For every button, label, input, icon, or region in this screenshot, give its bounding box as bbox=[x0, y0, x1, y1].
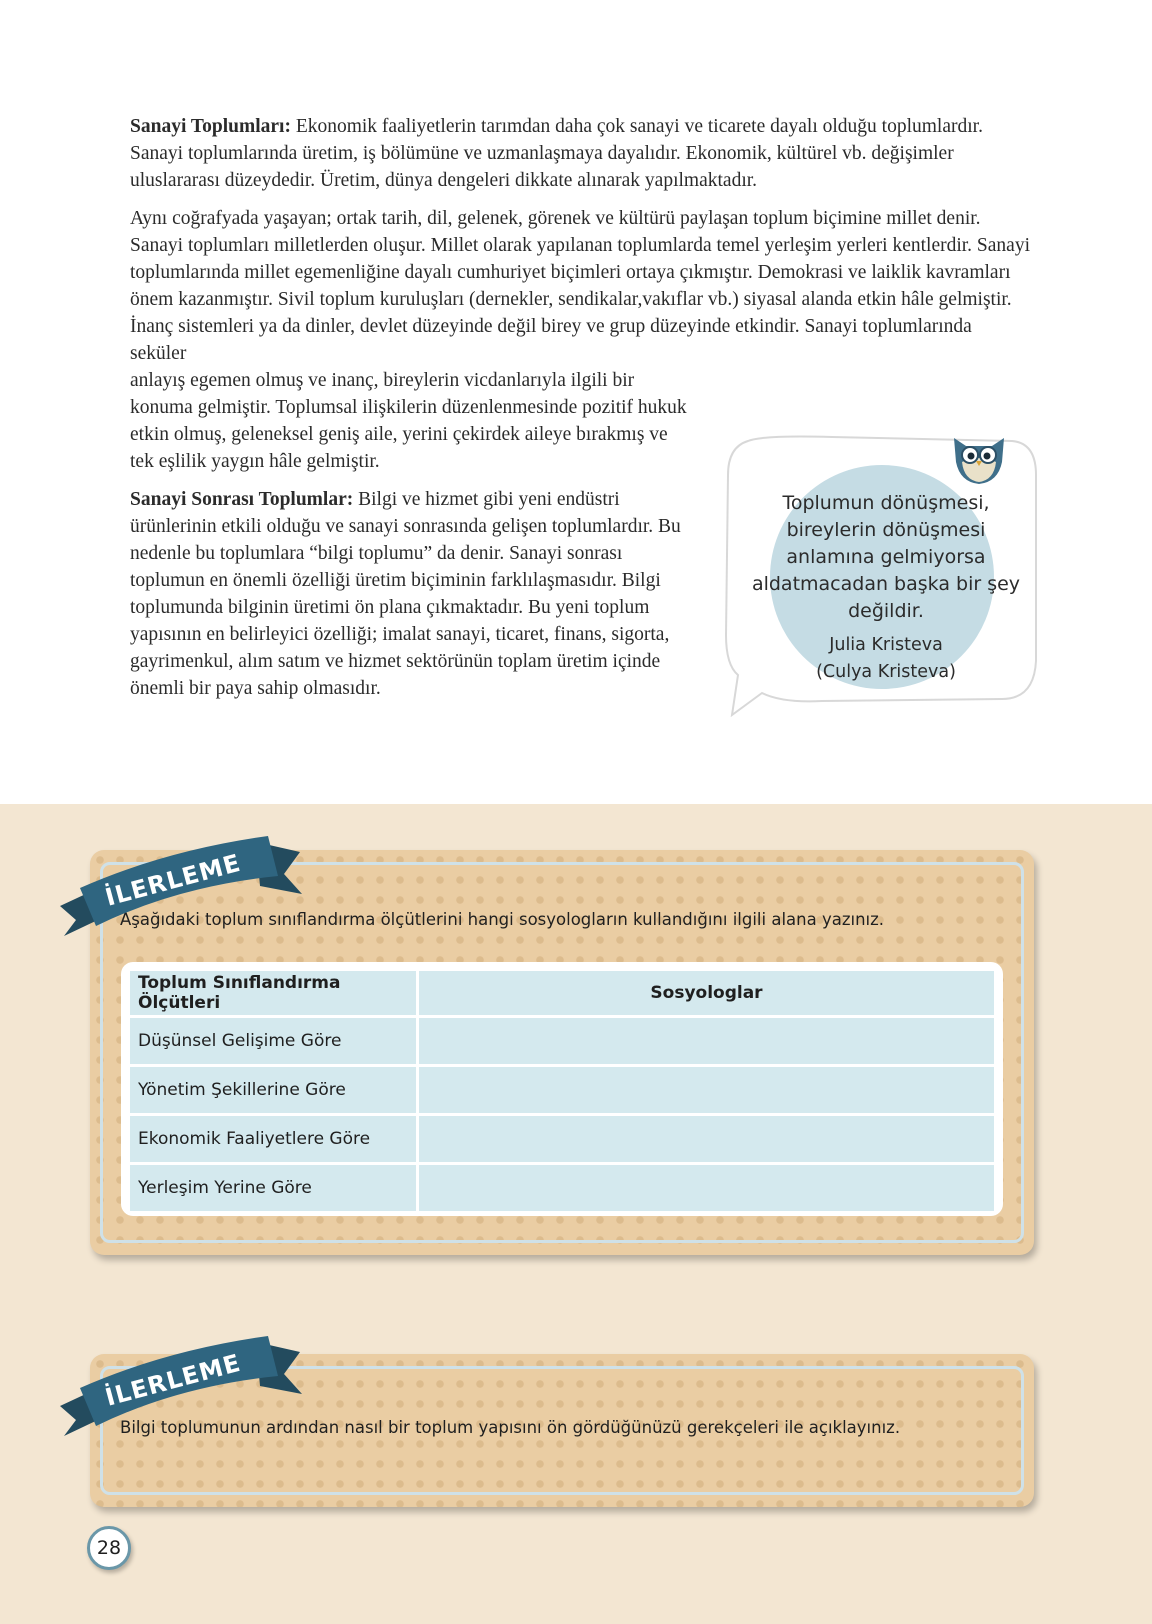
activity-1-instruction: Aşağıdaki toplum sınıflandırma ölçütlerini hangi sosyologların kullandığını ilgili alana yazınız. bbox=[120, 910, 885, 929]
table-row bbox=[130, 1116, 994, 1162]
paragraph-3-body: Bilgi ve hizmet gibi yeni endüstri ürünlerinin etkili olduğu ve sanayi sonrasında gelişen toplumlardır. Bu nedenle bu toplumlara “bilgi toplumu” da denir. Sanayi sonrası toplumun en önemli özelliği üretim biçiminin farklılaşmasıdır. Bilgi toplumunda bilginin üretimi ön plana çıkmaktadır. Bu yeni toplum yapısının en belirleyici özelliği; imalat sanayi, ticaret, finans, sigorta, gayrimenkul, alım satım ve hizmet sektörünün toplam üretim içinde önemli bir paya sahip olmasıdır. bbox=[130, 489, 681, 699]
ribbon-2-label: İLERLEME bbox=[102, 1348, 244, 1412]
table-cell-criteria: Ekonomik Faaliyetlere Göre bbox=[130, 1116, 416, 1162]
activity-2-instruction: Bilgi toplumunun ardından nasıl bir toplum yapısını ön gördüğünüzü gerekçeleri ile açıklayınız. bbox=[120, 1418, 901, 1437]
table-header-row bbox=[130, 971, 994, 1015]
paragraph-millet: Aynı coğrafyada yaşayan; ortak tarih, dil, gelenek, görenek ve kültürü paylaşan toplum biçimine millet denir. Sanayi toplumları milletlerden oluşur. Millet olarak yapılanan toplumlarda temel yerleşim yerleri kentlerdir. Sanayi toplumlarında millet egemenliğine dayalı cumhuriyet biçimleri ortaya çıkmıştır. Demokrasi ve laiklik kavramları önem kazanmıştır. Sivil toplum kuruluşları (dernekler, sendikalar,vakıflar vb.) siyasal alanda etkin hâle gelmiştir. İnanç sistemleri ya da dinler, devlet düzeyinde değil birey ve grup düzeyinde etkindir. Sanayi toplumlarında seküler bbox=[130, 208, 1030, 364]
table-header-criteria: Toplum Sınıflandırma Ölçütleri bbox=[130, 971, 416, 1015]
quote-block bbox=[745, 490, 1027, 686]
table-cell-answer[interactable] bbox=[419, 1067, 994, 1113]
paragraph-1-body: Ekonomik faaliyetlerin tarımdan daha çok sanayi ve ticarete dayalı olduğu toplumlardır. Sanayi toplumlarında üretim, iş bölümüne ve uzmanlaşmaya dayalıdır. Ekonomik, kültürel vb. değişimler uluslararası düzeydedir. Üretim, dünya dengeleri dikkate alınarak yapılmaktadır. bbox=[130, 116, 983, 191]
quote-text: Toplumun dönüşmesi, bireylerin dönüşmesi anlamına gelmiyorsa aldatmacadan başka bir şey değildir. bbox=[751, 492, 1021, 622]
table-cell-criteria: Düşünsel Gelişime Göre bbox=[130, 1018, 416, 1064]
table-cell-criteria: Yönetim Şekillerine Göre bbox=[130, 1067, 416, 1113]
table-row bbox=[130, 1165, 994, 1211]
table-cell-criteria: Yerleşim Yerine Göre bbox=[130, 1165, 416, 1211]
term-sanayi-toplumlari: Sanayi Toplumları: bbox=[130, 116, 291, 137]
ribbon-1-label: İLERLEME bbox=[102, 848, 244, 912]
table-cell-answer[interactable] bbox=[419, 1165, 994, 1211]
paragraph-sanayi-toplumlari bbox=[130, 113, 1030, 194]
table-row bbox=[130, 1018, 994, 1064]
ribbon-banner-1 bbox=[56, 828, 316, 936]
classification-table-wrapper bbox=[121, 962, 1003, 1216]
table-cell-answer[interactable] bbox=[419, 1116, 994, 1162]
page-number: 28 bbox=[87, 1526, 131, 1570]
table-header-sociologists: Sosyologlar bbox=[419, 971, 994, 1015]
classification-table bbox=[127, 968, 997, 1214]
ribbon-banner-2 bbox=[56, 1328, 316, 1436]
quote-author: Julia Kristeva bbox=[829, 635, 943, 655]
table-cell-answer[interactable] bbox=[419, 1018, 994, 1064]
owl-icon bbox=[948, 428, 1010, 486]
table-row bbox=[130, 1067, 994, 1113]
paragraph-millet-continued: anlayış egemen olmuş ve inanç, bireylerin vicdanlarıyla ilgili bir konuma gelmiştir. Toplumsal ilişkilerin düzenlenmesinde pozitif hukuk etkin olmuş, geleneksel geniş aile, yerini çekirdek aileye bırakmış ve tek eşlilik yaygın hâle gelmiştir. bbox=[130, 370, 687, 472]
paragraph-sanayi-sonrasi bbox=[130, 486, 695, 702]
quote-pronunciation: (Culya Kristeva) bbox=[816, 662, 956, 682]
term-sanayi-sonrasi: Sanayi Sonrası Toplumlar: bbox=[130, 489, 354, 510]
